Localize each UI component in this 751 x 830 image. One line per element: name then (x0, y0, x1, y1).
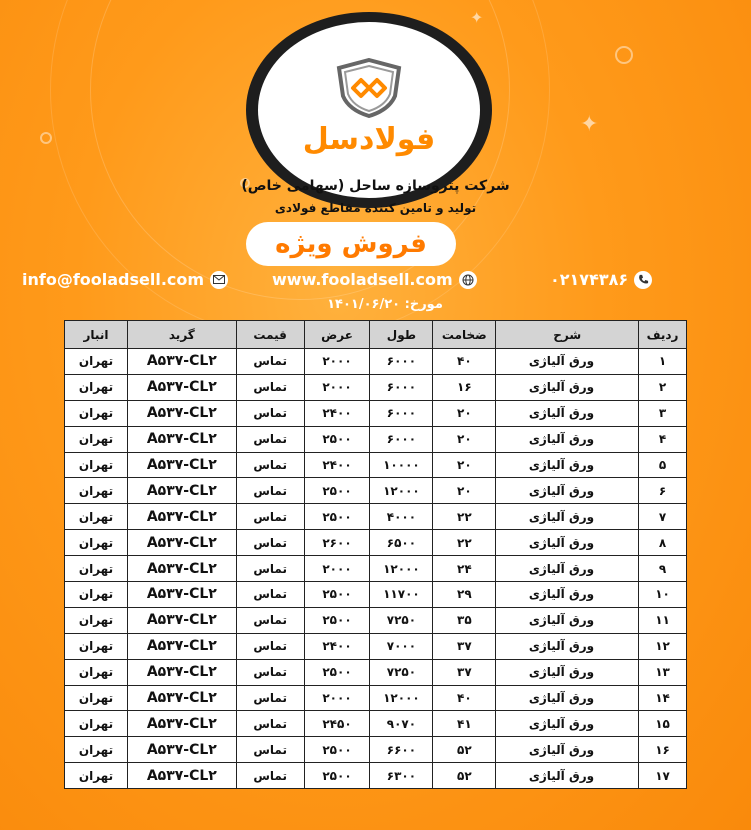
decor-circle (615, 46, 633, 64)
logo-text: فولادسل (302, 121, 436, 157)
table-row (65, 452, 687, 478)
table-row (65, 530, 687, 556)
table-cell: تماس (236, 685, 304, 711)
table-cell: تماس (236, 659, 304, 685)
table-cell: ۲۵۰۰ (304, 478, 370, 504)
table-cell: تماس (236, 478, 304, 504)
table-cell: تماس (236, 582, 304, 608)
table-cell: ۱۲۰۰۰ (370, 685, 433, 711)
table-cell: A۵۳۷-CL۲ (127, 374, 236, 400)
table-row (65, 737, 687, 763)
table-cell: ۲۹ (433, 582, 496, 608)
table-cell: تهران (65, 478, 128, 504)
table-row (65, 504, 687, 530)
table-cell: تهران (65, 582, 128, 608)
sparkle-icon: ✦ (580, 112, 599, 137)
table-row (65, 582, 687, 608)
table-cell: A۵۳۷-CL۲ (127, 349, 236, 375)
table-cell: ورق آلیاژی (496, 349, 639, 375)
table-row (65, 633, 687, 659)
table-cell: ۲۵۰۰ (304, 504, 370, 530)
table-cell: ۳۷ (433, 633, 496, 659)
table-cell: A۵۳۷-CL۲ (127, 607, 236, 633)
table-cell: ۶۳۰۰ (370, 763, 433, 789)
sparkle-icon: ✦ (470, 8, 484, 27)
table-cell: ورق آلیاژی (496, 478, 639, 504)
table-cell: A۵۳۷-CL۲ (127, 737, 236, 763)
table-cell: ۲۴۰۰ (304, 633, 370, 659)
table-cell: تماس (236, 633, 304, 659)
table-cell: ۲۰۰۰ (304, 349, 370, 375)
table-cell: ورق آلیاژی (496, 685, 639, 711)
table-cell: ۱۴ (639, 685, 687, 711)
table-cell: ۱۲ (639, 633, 687, 659)
table-cell: ۱۲۰۰۰ (370, 556, 433, 582)
table-cell: ۲۲ (433, 530, 496, 556)
header-cell: طول (370, 321, 433, 349)
table-row (65, 374, 687, 400)
table-row (65, 426, 687, 452)
table-cell: ورق آلیاژی (496, 659, 639, 685)
email-contact[interactable] (22, 270, 228, 289)
table-cell: ۶۰۰۰ (370, 400, 433, 426)
table-cell: تهران (65, 452, 128, 478)
table-cell: ۲ (639, 374, 687, 400)
mail-icon (210, 271, 228, 289)
table-cell: تهران (65, 711, 128, 737)
table-cell: ۱۳ (639, 659, 687, 685)
table-cell: تماس (236, 556, 304, 582)
table-cell: ۸ (639, 530, 687, 556)
table-cell: ۲۵۰۰ (304, 607, 370, 633)
table-cell: ۹ (639, 556, 687, 582)
phone-text: ۰۲۱۷۴۳۸۶ (550, 270, 629, 289)
table-cell: A۵۳۷-CL۲ (127, 582, 236, 608)
table-header-row (65, 321, 687, 349)
header-cell: گرید (127, 321, 236, 349)
table-cell: ۴ (639, 426, 687, 452)
email-text: info@fooladsell.com (22, 270, 205, 289)
table-cell: A۵۳۷-CL۲ (127, 504, 236, 530)
table-cell: ۲۵۰۰ (304, 737, 370, 763)
table-cell: تهران (65, 659, 128, 685)
table-cell: ۱۱ (639, 607, 687, 633)
table-cell: ۶ (639, 478, 687, 504)
table-cell: ۶۶۰۰ (370, 737, 433, 763)
table-cell: ۳ (639, 400, 687, 426)
table-cell: A۵۳۷-CL۲ (127, 685, 236, 711)
header-cell: ضخامت (433, 321, 496, 349)
table-cell: ۱۵ (639, 711, 687, 737)
logo (258, 22, 480, 198)
table-cell: ورق آلیاژی (496, 582, 639, 608)
table-cell: ورق آلیاژی (496, 737, 639, 763)
table-cell: A۵۳۷-CL۲ (127, 478, 236, 504)
table-cell: ورق آلیاژی (496, 763, 639, 789)
table-cell: A۵۳۷-CL۲ (127, 426, 236, 452)
table-cell: تهران (65, 685, 128, 711)
company-name: شرکت پتروسازه ساحل (سهامی خاص) (241, 178, 510, 194)
table-cell: ۲۵۰۰ (304, 763, 370, 789)
price-table (64, 320, 687, 789)
table-cell: ۱۰ (639, 582, 687, 608)
table-cell: A۵۳۷-CL۲ (127, 659, 236, 685)
table-cell: تهران (65, 737, 128, 763)
table-cell: ورق آلیاژی (496, 711, 639, 737)
table-cell: تماس (236, 374, 304, 400)
table-cell: ورق آلیاژی (496, 374, 639, 400)
table-cell: ورق آلیاژی (496, 400, 639, 426)
company-tagline: تولید و تامین کننده مقاطع فولادی (274, 201, 477, 215)
table-cell: تماس (236, 452, 304, 478)
table-cell: ۲۴ (433, 556, 496, 582)
table-cell: ۵ (639, 452, 687, 478)
table-body (65, 349, 687, 789)
website-text: www.fooladsell.com (272, 270, 453, 289)
table-row (65, 659, 687, 685)
table-cell: تهران (65, 504, 128, 530)
table-cell: ۲۰ (433, 400, 496, 426)
table-cell: تماس (236, 737, 304, 763)
table-cell: تهران (65, 374, 128, 400)
table-cell: ورق آلیاژی (496, 452, 639, 478)
table-cell: ۲۰ (433, 452, 496, 478)
table-cell: ورق آلیاژی (496, 530, 639, 556)
table-cell: ورق آلیاژی (496, 504, 639, 530)
table-cell: ۷۲۵۰ (370, 659, 433, 685)
phone-icon (634, 271, 652, 289)
header-cell: ردیف (639, 321, 687, 349)
table-cell: تهران (65, 530, 128, 556)
shield-icon (333, 58, 405, 118)
table-cell: ۲۶۰۰ (304, 530, 370, 556)
header-cell: عرض (304, 321, 370, 349)
table-cell: ۷ (639, 504, 687, 530)
table-cell: ۲۴۵۰ (304, 711, 370, 737)
table-cell: تهران (65, 349, 128, 375)
table-row (65, 763, 687, 789)
table-cell: A۵۳۷-CL۲ (127, 530, 236, 556)
table-cell: تهران (65, 763, 128, 789)
table-cell: ۱۱۷۰۰ (370, 582, 433, 608)
table-cell: ۶۵۰۰ (370, 530, 433, 556)
table-cell: ۲۰۰۰ (304, 374, 370, 400)
table-cell: ۲۵۰۰ (304, 659, 370, 685)
special-sale-banner: فروش ویژه (246, 222, 456, 266)
table-cell: ۲۰۰۰ (304, 556, 370, 582)
table-cell: ۲۰۰۰ (304, 685, 370, 711)
table-cell: ۵۲ (433, 737, 496, 763)
table-cell: ۲۰ (433, 478, 496, 504)
table-cell: ۶۰۰۰ (370, 426, 433, 452)
table-row (65, 607, 687, 633)
table-cell: ۱۷ (639, 763, 687, 789)
table-cell: تهران (65, 556, 128, 582)
table-cell: ورق آلیاژی (496, 607, 639, 633)
table-cell: تهران (65, 633, 128, 659)
table-cell: ۲۰ (433, 426, 496, 452)
decor-circle (40, 132, 52, 144)
table-cell: تماس (236, 400, 304, 426)
table-cell: ۱ (639, 349, 687, 375)
table-cell: ۳۵ (433, 607, 496, 633)
table-cell: تماس (236, 607, 304, 633)
globe-icon (459, 271, 477, 289)
table-cell: ۴۰ (433, 685, 496, 711)
table-cell: A۵۳۷-CL۲ (127, 452, 236, 478)
table-cell: ۱۲۰۰۰ (370, 478, 433, 504)
website-contact[interactable] (272, 270, 477, 289)
table-cell: ۴۰ (433, 349, 496, 375)
table-cell: ورق آلیاژی (496, 426, 639, 452)
table-cell: ورق آلیاژی (496, 556, 639, 582)
table-row (65, 556, 687, 582)
table-row (65, 349, 687, 375)
table-cell: ۵۲ (433, 763, 496, 789)
table-cell: ۲۵۰۰ (304, 582, 370, 608)
header-cell: شرح (496, 321, 639, 349)
table-cell: ۲۴۰۰ (304, 452, 370, 478)
table-cell: تماس (236, 504, 304, 530)
table-cell: تماس (236, 763, 304, 789)
table-cell: ۶۰۰۰ (370, 374, 433, 400)
phone-contact[interactable] (550, 270, 652, 289)
table-cell: ۷۲۵۰ (370, 607, 433, 633)
table-cell: تماس (236, 349, 304, 375)
table-cell: ۲۴۰۰ (304, 400, 370, 426)
table-cell: تماس (236, 530, 304, 556)
table-cell: تماس (236, 711, 304, 737)
table-cell: تهران (65, 426, 128, 452)
table-cell: ۱۶ (639, 737, 687, 763)
table-cell: ۴۱ (433, 711, 496, 737)
table-row (65, 400, 687, 426)
table-row (65, 711, 687, 737)
table-cell: A۵۳۷-CL۲ (127, 400, 236, 426)
table-cell: A۵۳۷-CL۲ (127, 711, 236, 737)
table-cell: ۷۰۰۰ (370, 633, 433, 659)
table-cell: ۴۰۰۰ (370, 504, 433, 530)
table-cell: تماس (236, 426, 304, 452)
table-cell: A۵۳۷-CL۲ (127, 556, 236, 582)
date-label: مورخ: ۱۴۰۱/۰۶/۲۰ (327, 297, 443, 312)
table-row (65, 478, 687, 504)
table-cell: ورق آلیاژی (496, 633, 639, 659)
table-cell: ۳۷ (433, 659, 496, 685)
table-cell: تهران (65, 607, 128, 633)
header-cell: انبار (65, 321, 128, 349)
table-cell: تهران (65, 400, 128, 426)
table-cell: A۵۳۷-CL۲ (127, 633, 236, 659)
table-cell: A۵۳۷-CL۲ (127, 763, 236, 789)
table-cell: ۹۰۷۰ (370, 711, 433, 737)
table-cell: ۲۲ (433, 504, 496, 530)
table-cell: ۱۶ (433, 374, 496, 400)
table-cell: ۶۰۰۰ (370, 349, 433, 375)
table-cell: ۲۵۰۰ (304, 426, 370, 452)
header-cell: قیمت (236, 321, 304, 349)
table-cell: ۱۰۰۰۰ (370, 452, 433, 478)
table-row (65, 685, 687, 711)
